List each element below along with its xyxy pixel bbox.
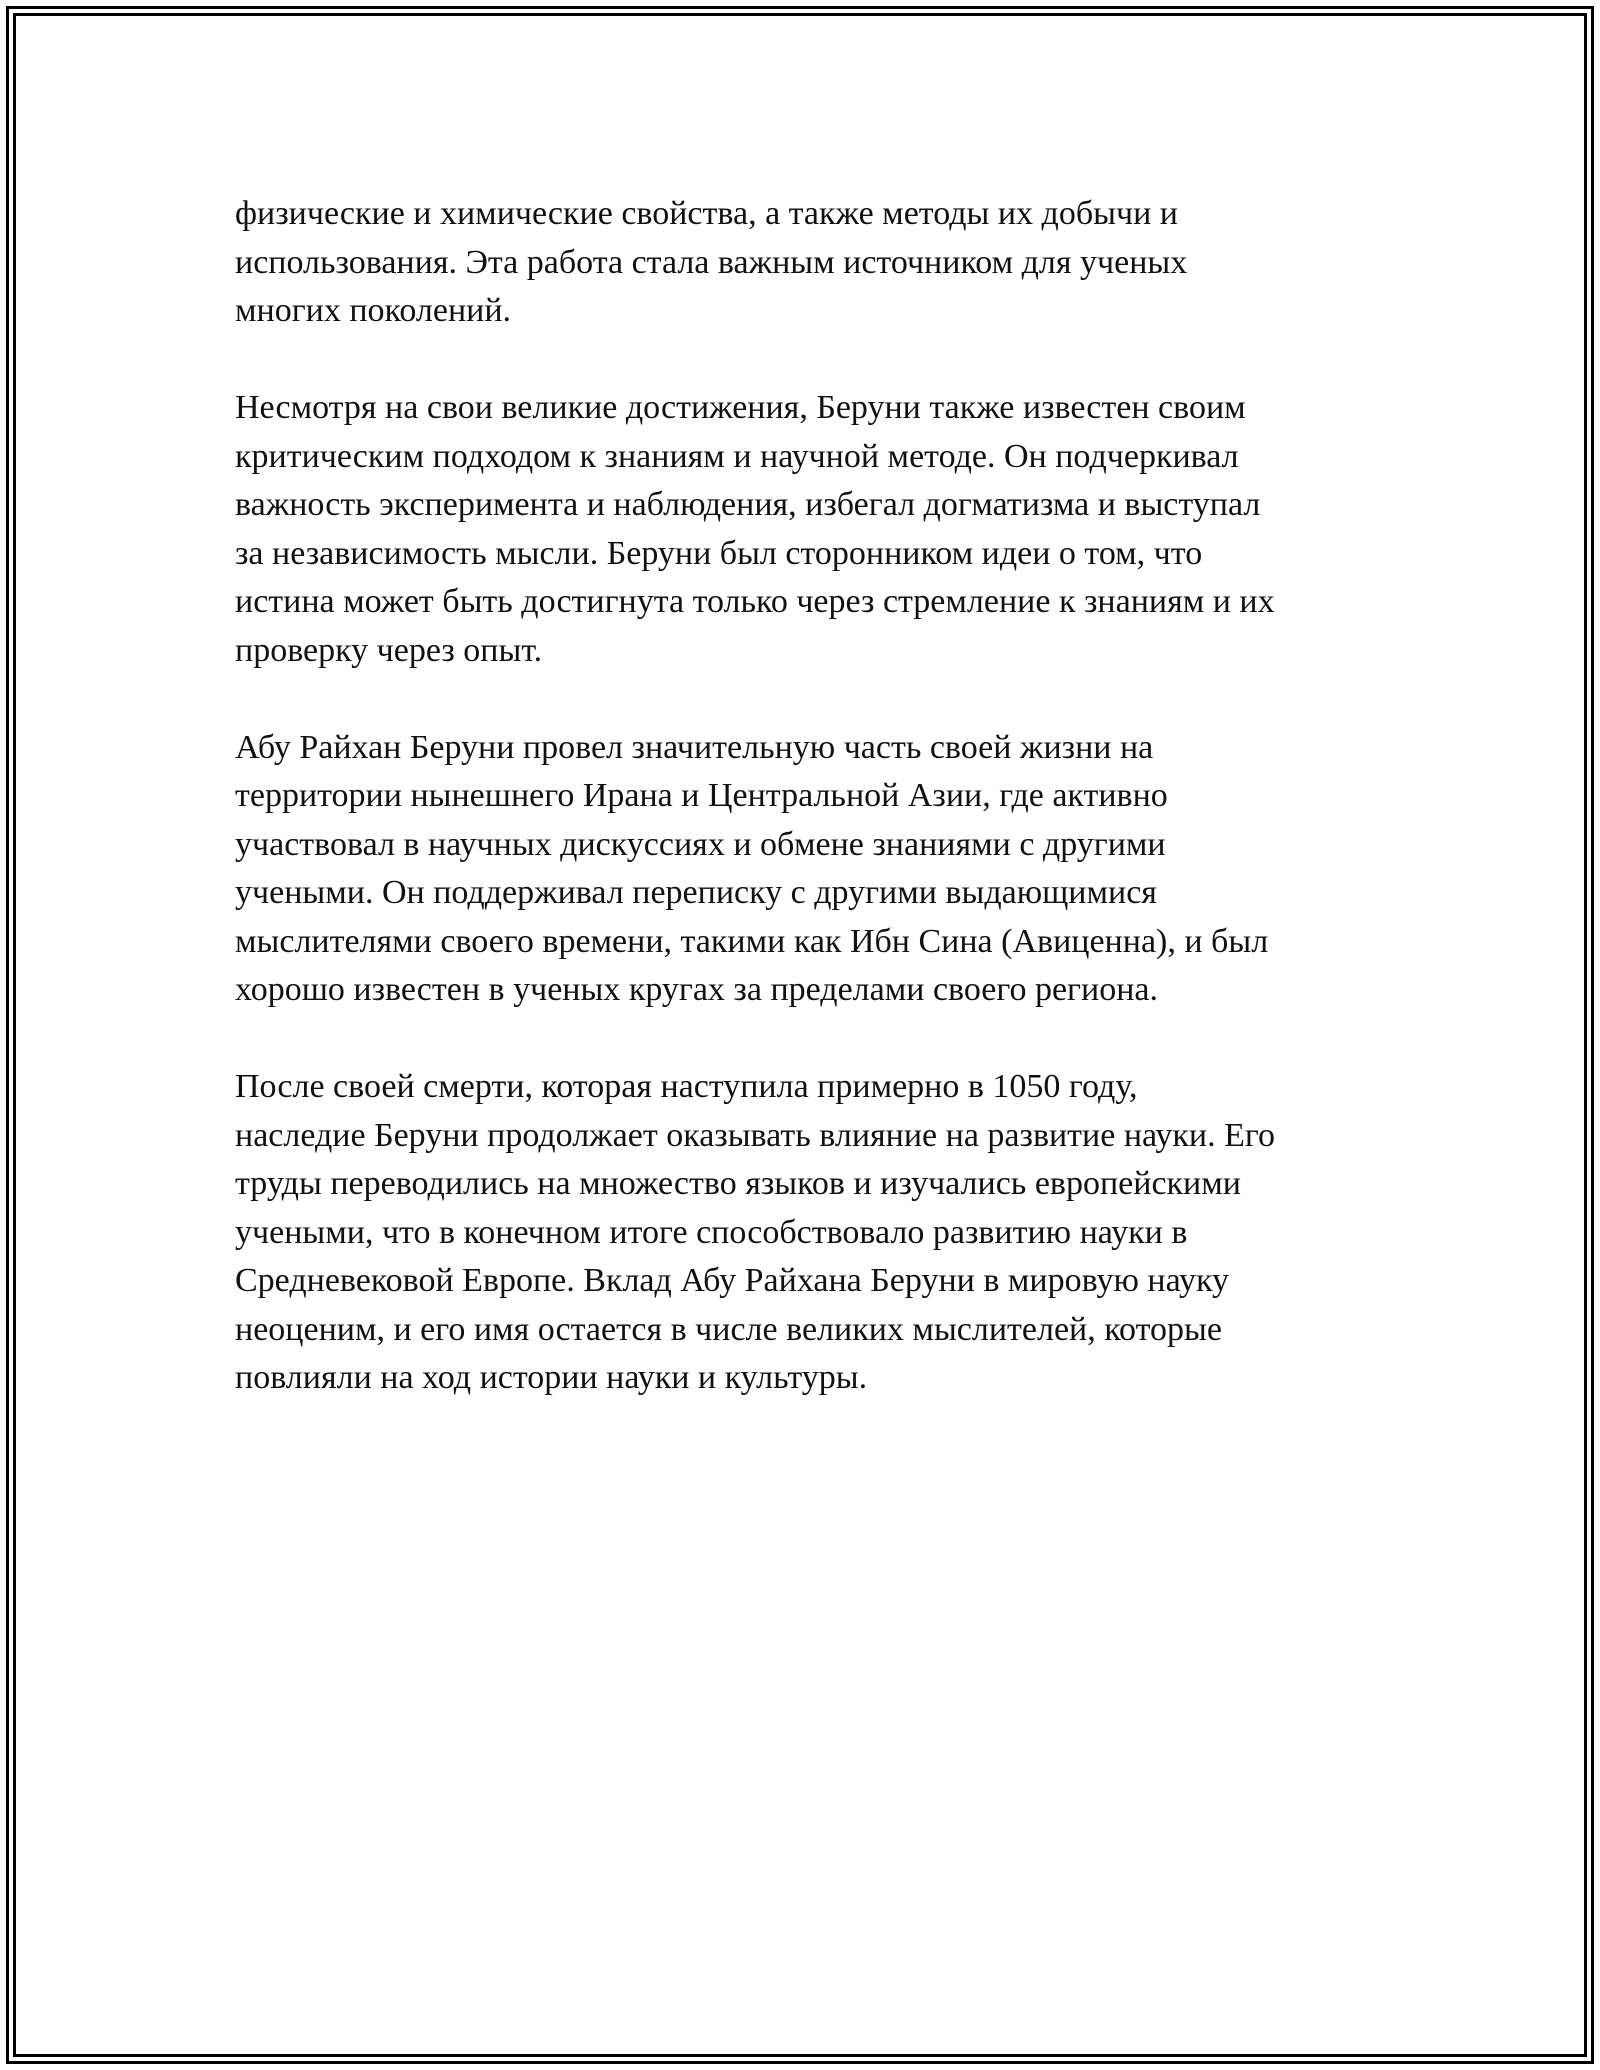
- text-line: участвовал в научных дискуссиях и обмене знаниями с другими: [235, 825, 1166, 863]
- text-line: Абу Райхан Беруни провел значительную часть своей жизни на: [235, 728, 1154, 766]
- text-line: учеными. Он поддерживал переписку с другими выдающимися: [235, 874, 1157, 911]
- text-line: хорошо известен в ученых кругах за пределами своего региона.: [235, 971, 1158, 1008]
- text-line: Средневековой Европе. Вклад Абу Райхана Беруни в мировую науку: [235, 1262, 1229, 1299]
- text-line: неоценим, и его имя остается в числе великих мыслителей, которые: [235, 1310, 1222, 1348]
- paragraph-1: [235, 190, 1395, 336]
- text-line: повлияли на ход истории науки и культуры.: [235, 1359, 868, 1396]
- text-line: Несмотря на свои великие достижения, Беруни также известен своим: [235, 389, 1246, 426]
- text-line: истина может быть достигнута только через стремление к знаниям и их: [235, 583, 1275, 620]
- text-line: территории нынешнего Ирана и Центральной Азии, где активно: [235, 777, 1168, 814]
- text-line: наследие Беруни продолжает оказывать влияние на развитие науки. Его: [235, 1116, 1275, 1154]
- text-line: физические и химические свойства, а также методы их добычи и: [235, 195, 1178, 232]
- text-line: важность эксперимента и наблюдения, избегал догматизма и выступал: [235, 486, 1261, 523]
- document-body: [235, 190, 1395, 1451]
- paragraph-2: [235, 384, 1395, 675]
- text-line: многих поколений.: [235, 292, 512, 329]
- paragraph-3: [235, 724, 1395, 1015]
- text-line: использования. Эта работа стала важным источником для ученых: [235, 243, 1188, 281]
- text-line: труды переводились на множество языков и изучались европейскими: [235, 1165, 1241, 1202]
- text-line: мыслителями своего времени, такими как Ибн Сина (Авиценна), и был: [235, 922, 1269, 960]
- text-line: за независимость мысли. Беруни был сторонником идеи о том, что: [235, 534, 1203, 572]
- text-line: После своей смерти, которая наступила примерно в 1050 году,: [235, 1068, 1138, 1105]
- text-line: учеными, что в конечном итоге способствовало развитию науки в: [235, 1213, 1188, 1251]
- paragraph-4: [235, 1063, 1395, 1403]
- text-line: проверку через опыт.: [235, 631, 543, 669]
- text-line: критическим подходом к знаниям и научной методе. Он подчеркивал: [235, 437, 1239, 475]
